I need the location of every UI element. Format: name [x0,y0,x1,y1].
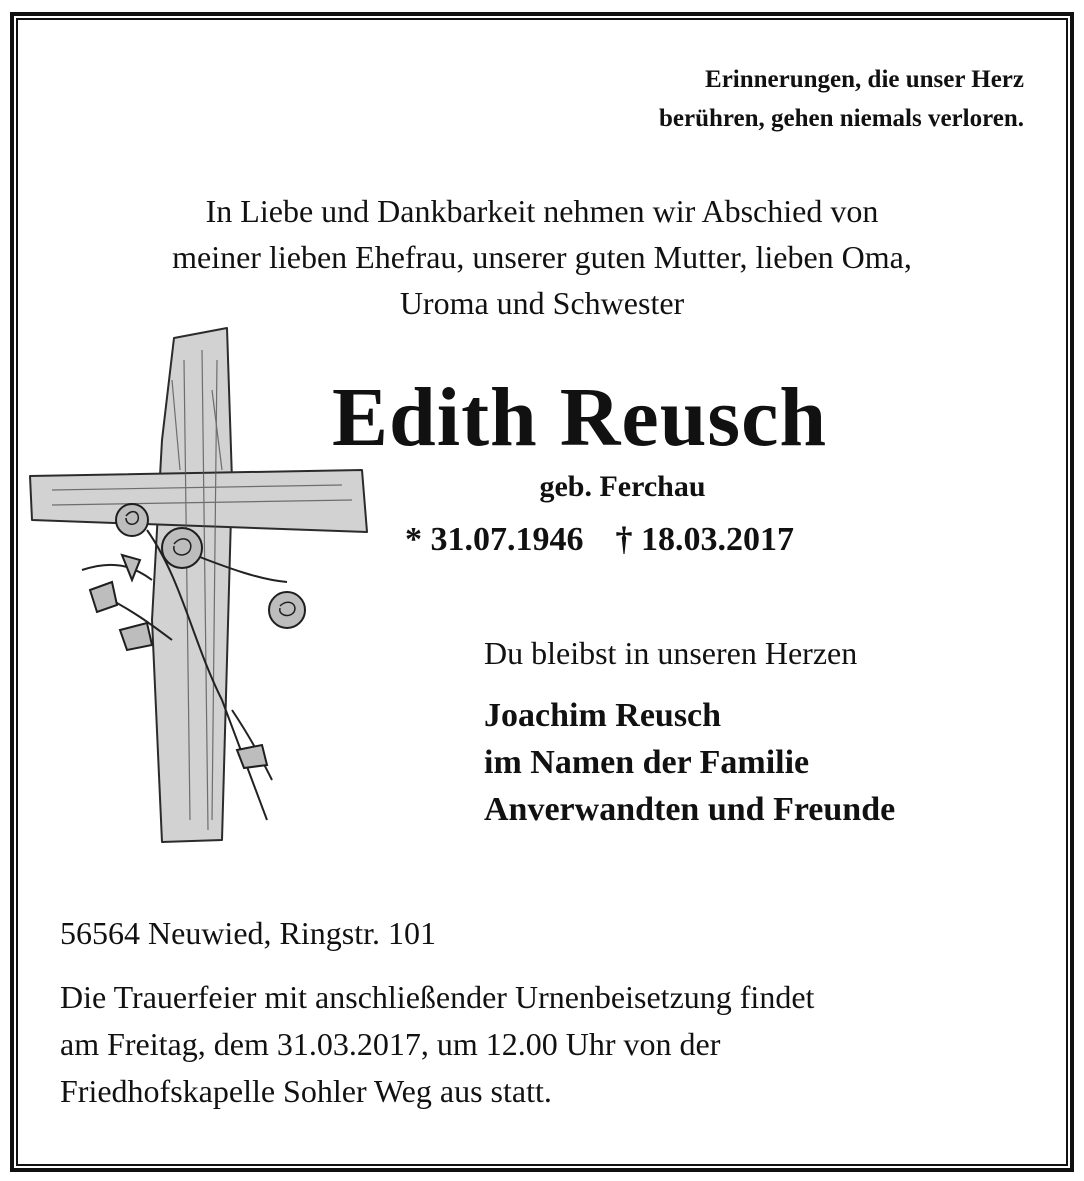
signer-line: Joachim Reusch [484,697,722,734]
motto-line-2: berühren, gehen niemals verloren. [658,105,1024,132]
intro-line-3: Uroma und Schwester [399,285,685,321]
birth-date: * 31.07.1946 [405,521,584,558]
service-line-2: am Freitag, dem 31.03.2017, um 12.00 Uhr von der [60,1026,721,1062]
service-announcement [60,974,1040,1115]
cross-with-roses-icon [22,320,382,850]
intro-line-2: meiner lieben Ehefrau, unserer guten Mutter, lieben Oma, [172,239,912,275]
signer-line: im Namen der Familie [484,744,810,781]
service-line-3: Friedhofskapelle Sohler Weg aus statt. [60,1073,552,1109]
motto [659,60,1024,138]
death-date: † 18.03.2017 [615,521,794,558]
signer-line: Anverwandten und Freunde [484,791,896,828]
address: 56564 Neuwied, Ringstr. 101 [60,915,436,951]
maiden-name: geb. Ferchau [539,470,706,503]
life-dates [405,517,794,563]
farewell-text: Du bleibst in unseren Herzen [484,635,858,671]
signers-block [484,692,895,833]
motto-line-1: Erinnerungen, die unser Herz [705,66,1024,93]
deceased-name: Edith Reusch [332,371,828,464]
service-line-1: Die Trauerfeier mit anschließender Urnenbeisetzung findet [60,979,815,1015]
intro-line-1: In Liebe und Dankbarkeit nehmen wir Abschied von [205,193,879,229]
intro-text [40,188,1044,326]
